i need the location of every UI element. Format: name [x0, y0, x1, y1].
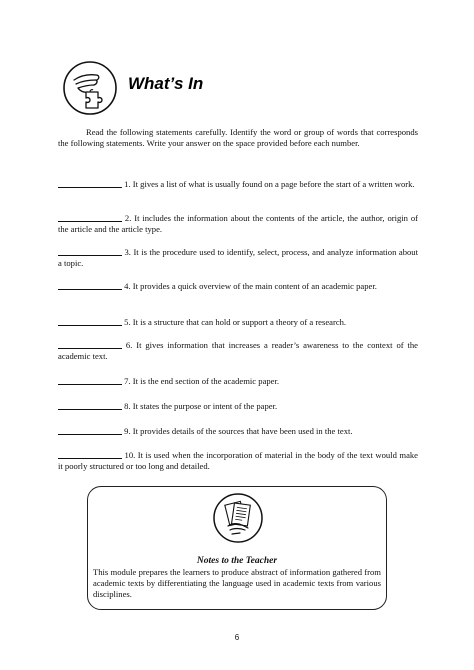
- question-item-5: [58, 317, 418, 328]
- notes-title: Notes to the Teacher: [196, 556, 278, 566]
- question-item-2: [58, 213, 418, 235]
- question-text: 7. It is the end section of the academic paper.: [124, 376, 280, 386]
- question-text: 8. It states the purpose or intent of the paper.: [124, 401, 278, 411]
- answer-blank[interactable]: [58, 401, 122, 410]
- instructions-paragraph: Read the following statements carefully. Identify the word or group of words that corresponds the following statements. Write your answer on the space provided before each number.: [58, 127, 418, 148]
- page-number: 6: [234, 633, 240, 642]
- answer-blank[interactable]: [58, 426, 122, 435]
- question-text: 2. It includes the information about the contents of the article, the author, origin of the article and the article type.: [58, 213, 419, 234]
- question-item-8: [58, 401, 418, 412]
- question-item-1: [58, 179, 418, 190]
- question-text: 3. It is the procedure used to identify, select, process, and analyze information about a topic.: [58, 247, 418, 268]
- answer-blank[interactable]: [58, 340, 122, 349]
- question-item-9: [58, 426, 418, 437]
- answer-blank[interactable]: [58, 317, 122, 326]
- answer-blank[interactable]: [58, 376, 122, 385]
- question-text: 6. It gives information that increases a reader’s awareness to the context of the academic text.: [58, 340, 418, 361]
- question-text: 9. It provides details of the sources that have been used in the text.: [124, 426, 353, 436]
- answer-blank[interactable]: [58, 247, 122, 256]
- answer-blank[interactable]: [58, 281, 122, 290]
- papers-in-hand-icon: [212, 492, 264, 544]
- question-item-3: [58, 247, 418, 269]
- question-item-7: [58, 376, 418, 387]
- question-item-6: [58, 340, 418, 362]
- question-text: 5. It is a structure that can hold or support a theory of a research.: [124, 317, 347, 327]
- question-item-4: [58, 281, 418, 292]
- question-text: 10. It is used when the incorporation of material in the body of the text would make it poorly structured or too long and detailed.: [58, 450, 418, 471]
- answer-blank[interactable]: [58, 213, 122, 222]
- section-title: What’s In: [128, 74, 204, 93]
- question-text: 4. It provides a quick overview of the main content of an academic paper.: [124, 281, 377, 291]
- notes-body: This module prepares the learners to produce abstract of information gathered from academic texts by differentiating the language used in academic texts from various disciplines.: [93, 567, 381, 599]
- question-item-10: [58, 450, 418, 472]
- answer-blank[interactable]: [58, 179, 122, 188]
- hand-puzzle-icon: [62, 60, 118, 116]
- answer-blank[interactable]: [58, 450, 122, 459]
- question-text: 1. It gives a list of what is usually found on a page before the start of a written work.: [124, 179, 415, 189]
